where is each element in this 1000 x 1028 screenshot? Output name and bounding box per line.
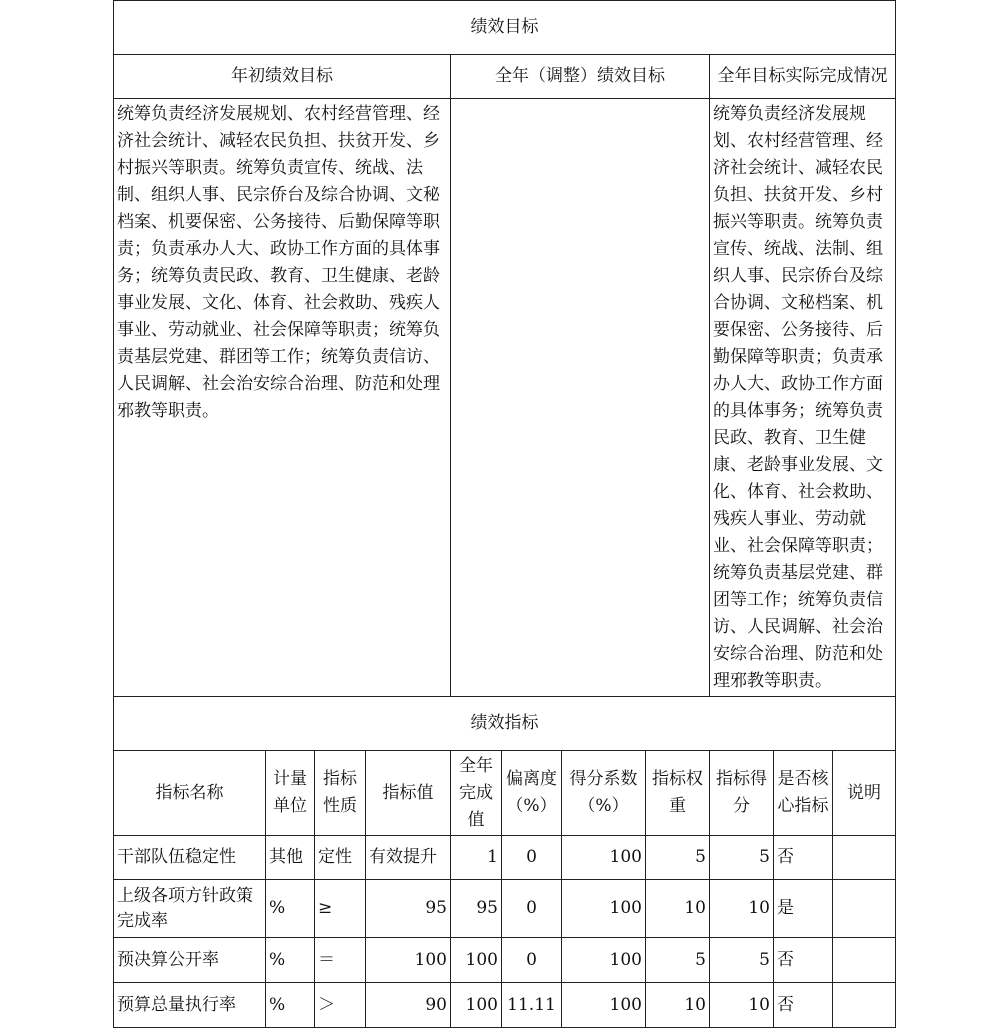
indicator-deviation: 0 bbox=[502, 880, 562, 938]
indicator-name: 上级各项方针政策完成率 bbox=[114, 880, 266, 938]
indicator-deviation: 11.11 bbox=[502, 983, 562, 1028]
indicator-weight: 10 bbox=[646, 983, 710, 1028]
adjusted-goals-header: 全年（调整）绩效目标 bbox=[451, 55, 710, 99]
performance-table bbox=[113, 0, 896, 1028]
indicator-completed: 100 bbox=[451, 938, 502, 983]
col-header-score: 指标得分 bbox=[710, 751, 774, 836]
actual-goals-text: 统筹负责经济发展规划、农村经营管理、经济社会统计、减轻农民负担、扶贫开发、乡村振兴等职责。统筹负责宣传、统战、法制、组织人事、民宗侨台及综合协调、文秘档案、机要保密、公务接待、后勤保障等职责；负责承办人大、政协工作方面的具体事务；统筹负责民政、教育、卫生健康、老龄事业发展、文化、体育、社会救助、残疾人事业、劳动就业、社会保障等职责；统筹负责基层党建、群团等工作；统筹负责信访、人民调解、社会治安综合治理、防范和处理邪教等职责。 bbox=[710, 99, 896, 697]
indicator-core: 是 bbox=[774, 880, 833, 938]
col-header-deviation: 偏离度（%） bbox=[502, 751, 562, 836]
indicator-note bbox=[833, 836, 896, 880]
indicator-note bbox=[833, 983, 896, 1028]
indicator-score: 10 bbox=[710, 880, 774, 938]
indicator-weight: 10 bbox=[646, 880, 710, 938]
indicator-unit: % bbox=[266, 880, 315, 938]
indicator-unit: 其他 bbox=[266, 836, 315, 880]
indicator-score: 10 bbox=[710, 983, 774, 1028]
indicator-score: 5 bbox=[710, 938, 774, 983]
col-header-completed: 全年完成值 bbox=[451, 751, 502, 836]
goals-section-title: 绩效目标 bbox=[114, 1, 896, 55]
col-header-value: 指标值 bbox=[366, 751, 451, 836]
col-header-note: 说明 bbox=[833, 751, 896, 836]
indicator-value: 90 bbox=[366, 983, 451, 1028]
indicator-nature: ＝ bbox=[315, 938, 366, 983]
indicator-unit: % bbox=[266, 983, 315, 1028]
indicator-value: 100 bbox=[366, 938, 451, 983]
indicator-nature: ＞ bbox=[315, 983, 366, 1028]
actual-goals-header: 全年目标实际完成情况 bbox=[710, 55, 896, 99]
indicator-note bbox=[833, 880, 896, 938]
indicator-weight: 5 bbox=[646, 836, 710, 880]
indicator-coefficient: 100 bbox=[562, 938, 646, 983]
table-row bbox=[114, 938, 896, 983]
indicator-name: 预算总量执行率 bbox=[114, 983, 266, 1028]
col-header-unit: 计量单位 bbox=[266, 751, 315, 836]
indicator-unit: % bbox=[266, 938, 315, 983]
table-row bbox=[114, 836, 896, 880]
indicator-coefficient: 100 bbox=[562, 836, 646, 880]
indicator-name: 预决算公开率 bbox=[114, 938, 266, 983]
col-header-core: 是否核心指标 bbox=[774, 751, 833, 836]
initial-goals-header: 年初绩效目标 bbox=[114, 55, 451, 99]
indicator-value: 有效提升 bbox=[366, 836, 451, 880]
indicator-core: 否 bbox=[774, 983, 833, 1028]
indicator-score: 5 bbox=[710, 836, 774, 880]
table-row bbox=[114, 880, 896, 938]
indicator-coefficient: 100 bbox=[562, 983, 646, 1028]
indicator-deviation: 0 bbox=[502, 938, 562, 983]
adjusted-goals-text bbox=[451, 99, 710, 697]
col-header-weight: 指标权重 bbox=[646, 751, 710, 836]
indicator-completed: 100 bbox=[451, 983, 502, 1028]
indicators-section-title: 绩效指标 bbox=[114, 697, 896, 751]
indicator-nature: ≥ bbox=[315, 880, 366, 938]
indicator-core: 否 bbox=[774, 938, 833, 983]
indicator-core: 否 bbox=[774, 836, 833, 880]
col-header-nature: 指标性质 bbox=[315, 751, 366, 836]
indicator-nature: 定性 bbox=[315, 836, 366, 880]
indicator-name: 干部队伍稳定性 bbox=[114, 836, 266, 880]
col-header-name: 指标名称 bbox=[114, 751, 266, 836]
indicator-completed: 95 bbox=[451, 880, 502, 938]
col-header-coefficient: 得分系数（%） bbox=[562, 751, 646, 836]
indicator-value: 95 bbox=[366, 880, 451, 938]
table-row bbox=[114, 983, 896, 1028]
indicator-note bbox=[833, 938, 896, 983]
indicator-deviation: 0 bbox=[502, 836, 562, 880]
initial-goals-text: 统筹负责经济发展规划、农村经营管理、经济社会统计、减轻农民负担、扶贫开发、乡村振兴等职责。统筹负责宣传、统战、法制、组织人事、民宗侨台及综合协调、文秘档案、机要保密、公务接待、后勤保障等职责；负责承办人大、政协工作方面的具体事务；统筹负责民政、教育、卫生健康、老龄事业发展、文化、体育、社会救助、残疾人事业、劳动就业、社会保障等职责；统筹负责基层党建、群团等工作；统筹负责信访、人民调解、社会治安综合治理、防范和处理邪教等职责。 bbox=[114, 99, 451, 697]
indicator-completed: 1 bbox=[451, 836, 502, 880]
indicator-coefficient: 100 bbox=[562, 880, 646, 938]
indicator-weight: 5 bbox=[646, 938, 710, 983]
